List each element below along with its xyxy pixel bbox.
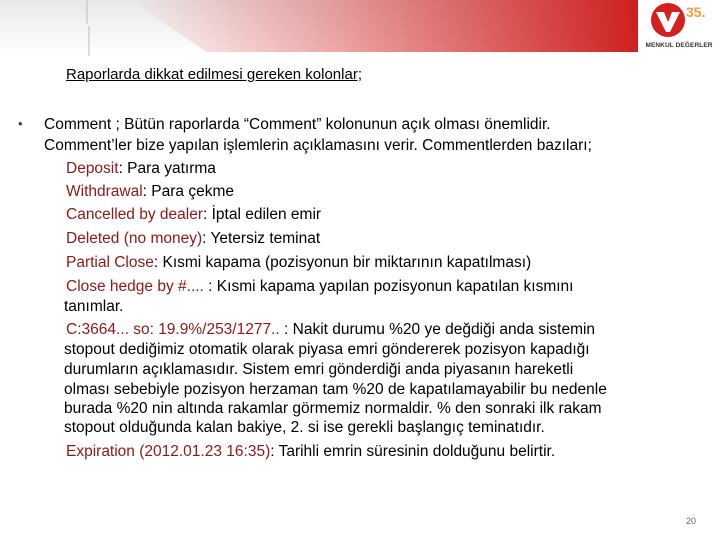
intro-line-1: Comment ; Bütün raporlarda “Comment” kolonunun açık olması önemlidir.: [44, 116, 551, 133]
list-item: [66, 206, 321, 224]
close-hedge-desc: : Kısmi kapama yapılan pozisyonun kapatılan kısmını: [203, 278, 574, 295]
list-item: [66, 230, 320, 248]
expiration-term: Expiration (2012.01.23 16:35): [66, 443, 271, 460]
item-term: Deposit: [66, 160, 119, 177]
stopout-line: [66, 321, 595, 339]
list-item: [66, 160, 216, 178]
expiration-line: [66, 443, 555, 461]
item-term: Partial Close: [66, 254, 154, 271]
slide-title: Raporlarda dikkat edilmesi gereken kolonlar;: [66, 66, 362, 83]
header-red-swoosh: [130, 0, 640, 52]
item-term: Cancelled by dealer: [66, 206, 204, 223]
stopout-cont-line: durumların açıklamasıdır. Sistem emri gönderdiği anda piyasanın hareketli: [64, 361, 574, 378]
logo-emblem-icon: [638, 0, 720, 42]
page-number: 20: [686, 516, 697, 526]
stopout-term: C:3664... so: 19.9%/253/1277..: [66, 321, 280, 338]
item-desc: : Kısmi kapama (pozisyonun bir miktarının kapatılması): [153, 254, 532, 271]
header-decor-lines: [84, 0, 96, 56]
intro-line-2: Comment’ler bize yapılan işlemlerin açıklamasını verir. Commentlerden bazıları;: [44, 137, 592, 154]
item-term: Deleted (no money): [66, 230, 203, 247]
item-desc: : Para çekme: [142, 183, 234, 200]
close-hedge-term: Close hedge by #....: [66, 278, 204, 295]
company-logo: [638, 0, 720, 56]
stopout-cont-line: stopout olduğunda kalan bakiye, 2. si ise gerekli başlangıç teminatıdır.: [64, 419, 545, 436]
logo-badge: 35.: [686, 4, 706, 20]
close-hedge-line-2: tanımlar.: [64, 298, 124, 315]
item-term: Withdrawal: [66, 183, 143, 200]
item-desc: : Yetersiz teminat: [202, 230, 321, 247]
list-item: [66, 183, 234, 201]
close-hedge-line: [66, 278, 573, 296]
list-item: [66, 254, 531, 272]
stopout-desc: : Nakit durumu %20 ye değdiği anda sistemin: [279, 321, 596, 338]
item-desc: : Para yatırma: [118, 160, 216, 177]
header-band: [0, 0, 720, 56]
bullet-marker: •: [18, 116, 23, 131]
stopout-cont-line: olması sebebiyle pozisyon herzaman tam %20 de kapatılamayabilir bu nedenle: [64, 381, 607, 398]
item-desc: : İptal edilen emir: [203, 206, 322, 223]
logo-caption: MENKUL DEĞERLER: [645, 42, 713, 49]
stopout-cont-line: burada %20 nin altında rakamlar görmemiz normaldir. % den sonraki ilk rakam: [64, 400, 602, 417]
expiration-desc: : Tarihli emrin süresinin dolduğunu belirtir.: [270, 443, 556, 460]
stopout-cont-line: stopout dediğimiz otomatik olarak piyasa emri göndererek pozisyon kapadığı: [64, 341, 590, 358]
